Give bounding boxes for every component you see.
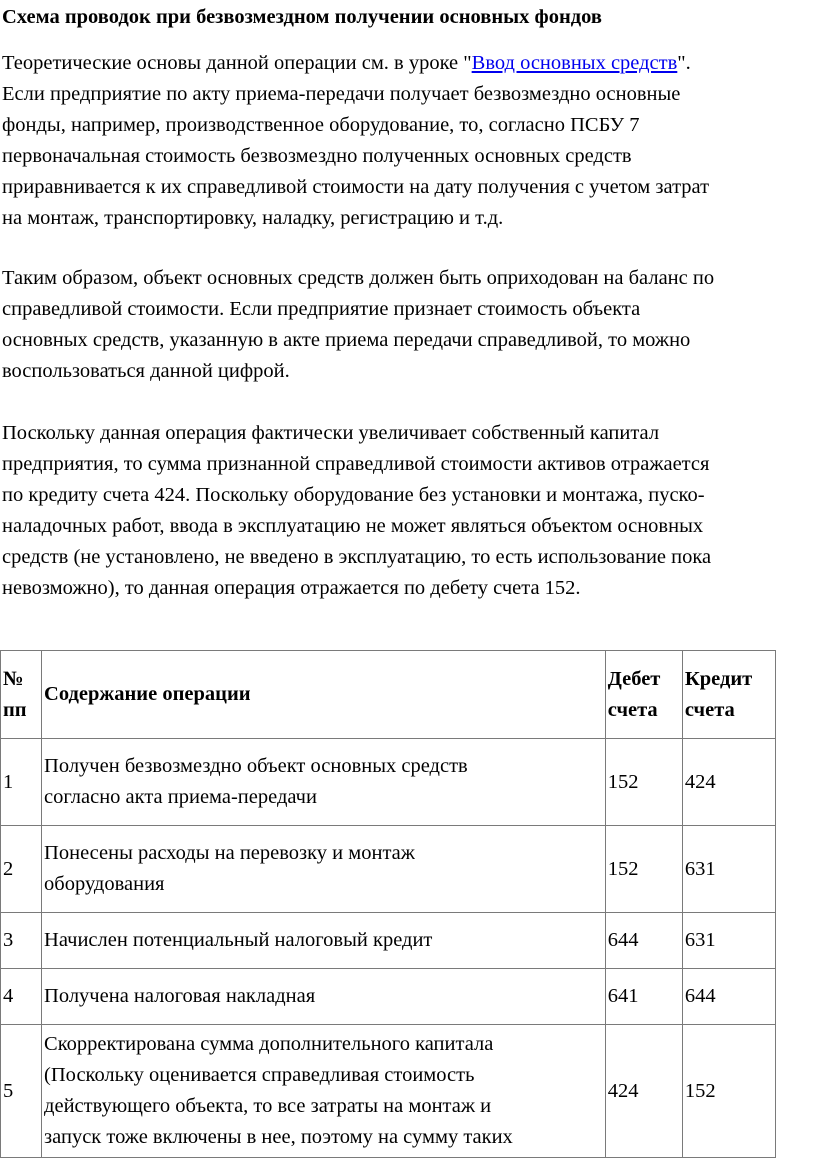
header-credit-line: Кредит bbox=[684, 667, 753, 690]
paragraph-line: воспользоваться данной цифрой. bbox=[2, 360, 290, 382]
entries-table bbox=[0, 650, 776, 1158]
row-credit: 424 bbox=[682, 739, 775, 826]
row-debit: 152 bbox=[605, 826, 682, 913]
table-row bbox=[1, 913, 776, 969]
header-credit-line: счета bbox=[684, 698, 735, 721]
intro-text-before-link: Теоретические основы данной операции см. в уроке " bbox=[2, 52, 472, 74]
table-row bbox=[1, 969, 776, 1025]
intro-line: фонды, например, производственное оборудование, то, согласно ПСБУ 7 bbox=[2, 114, 640, 136]
description-line: Начислен потенциальный налоговый кредит bbox=[44, 929, 433, 951]
header-number bbox=[1, 651, 42, 739]
table-header-row bbox=[1, 651, 776, 739]
table-row bbox=[1, 826, 776, 913]
paragraph-line: наладочных работ, ввода в эксплуатацию не может являться объектом основных bbox=[2, 515, 704, 537]
row-number: 4 bbox=[1, 969, 42, 1025]
description-line: Понесены расходы на перевозку и монтаж bbox=[44, 842, 415, 864]
table-row bbox=[1, 739, 776, 826]
row-number: 1 bbox=[1, 739, 42, 826]
intro-first-line bbox=[2, 48, 814, 79]
row-description bbox=[42, 969, 606, 1025]
paragraph-line: по кредиту счета 424. Поскольку оборудование без установки и монтажа, пуско- bbox=[2, 484, 705, 506]
page-title: Схема проводок при безвозмездном получении основных фондов bbox=[2, 6, 602, 28]
header-debit-line: Дебет bbox=[607, 667, 661, 690]
intro-text-after-link: ". bbox=[677, 52, 691, 74]
lesson-link[interactable]: Ввод основных средств bbox=[471, 52, 678, 74]
header-credit bbox=[682, 651, 775, 739]
header-description: Содержание операции bbox=[42, 651, 606, 739]
paragraph-line: справедливой стоимости. Если предприятие признает стоимость объекта bbox=[2, 298, 641, 320]
header-debit-line: счета bbox=[607, 698, 658, 721]
row-debit: 424 bbox=[605, 1025, 682, 1158]
row-debit: 641 bbox=[605, 969, 682, 1025]
header-number-line: № bbox=[3, 667, 24, 690]
description-line: запуск тоже включены в нее, поэтому на сумму таких bbox=[44, 1126, 513, 1148]
row-number: 3 bbox=[1, 913, 42, 969]
accounting-paragraph bbox=[2, 418, 814, 604]
row-credit: 644 bbox=[682, 969, 775, 1025]
paragraph-line: предприятия, то сумма признанной справедливой стоимости активов отражается bbox=[2, 453, 710, 475]
intro-line: приравнивается к их справедливой стоимости на дату получения с учетом затрат bbox=[2, 176, 710, 198]
row-description bbox=[42, 1025, 606, 1158]
paragraph-line: Поскольку данная операция фактически увеличивает собственный капитал bbox=[2, 422, 660, 444]
intro-line: Если предприятие по акту приема-передачи получает безвозмездно основные bbox=[2, 83, 681, 105]
description-line: согласно акта приема-передачи bbox=[44, 786, 317, 808]
intro-paragraph bbox=[2, 48, 814, 234]
row-number: 2 bbox=[1, 826, 42, 913]
paragraph-line: основных средств, указанную в акте приема передачи справедливой, то можно bbox=[2, 329, 691, 351]
row-credit: 631 bbox=[682, 826, 775, 913]
description-line: (Поскольку оценивается справедливая стоимость bbox=[44, 1064, 475, 1086]
description-line: действующего объекта, то все затраты на монтаж и bbox=[44, 1095, 492, 1117]
header-debit bbox=[605, 651, 682, 739]
paragraph-line: средств (не установлено, не введено в эксплуатацию, то есть использование пока bbox=[2, 546, 712, 568]
row-description bbox=[42, 826, 606, 913]
row-number: 5 bbox=[1, 1025, 42, 1158]
paragraph-line: невозможно), то данная операция отражается по дебету счета 152. bbox=[2, 577, 581, 599]
row-debit: 644 bbox=[605, 913, 682, 969]
description-line: оборудования bbox=[44, 873, 165, 895]
row-description bbox=[42, 913, 606, 969]
row-credit: 152 bbox=[682, 1025, 775, 1158]
fair-value-paragraph bbox=[2, 263, 814, 387]
paragraph-line: Таким образом, объект основных средств должен быть оприходован на баланс по bbox=[2, 267, 715, 289]
table-row bbox=[1, 1025, 776, 1158]
intro-line: первоначальная стоимость безвозмездно полученных основных средств bbox=[2, 145, 632, 167]
description-line: Получен безвозмездно объект основных средств bbox=[44, 755, 468, 777]
row-debit: 152 bbox=[605, 739, 682, 826]
row-description bbox=[42, 739, 606, 826]
row-credit: 631 bbox=[682, 913, 775, 969]
description-line: Скорректирована сумма дополнительного капитала bbox=[44, 1033, 494, 1055]
header-number-line: пп bbox=[3, 698, 27, 721]
intro-line: на монтаж, транспортировку, наладку, регистрацию и т.д. bbox=[2, 207, 504, 229]
description-line: Получена налоговая накладная bbox=[44, 985, 316, 1007]
